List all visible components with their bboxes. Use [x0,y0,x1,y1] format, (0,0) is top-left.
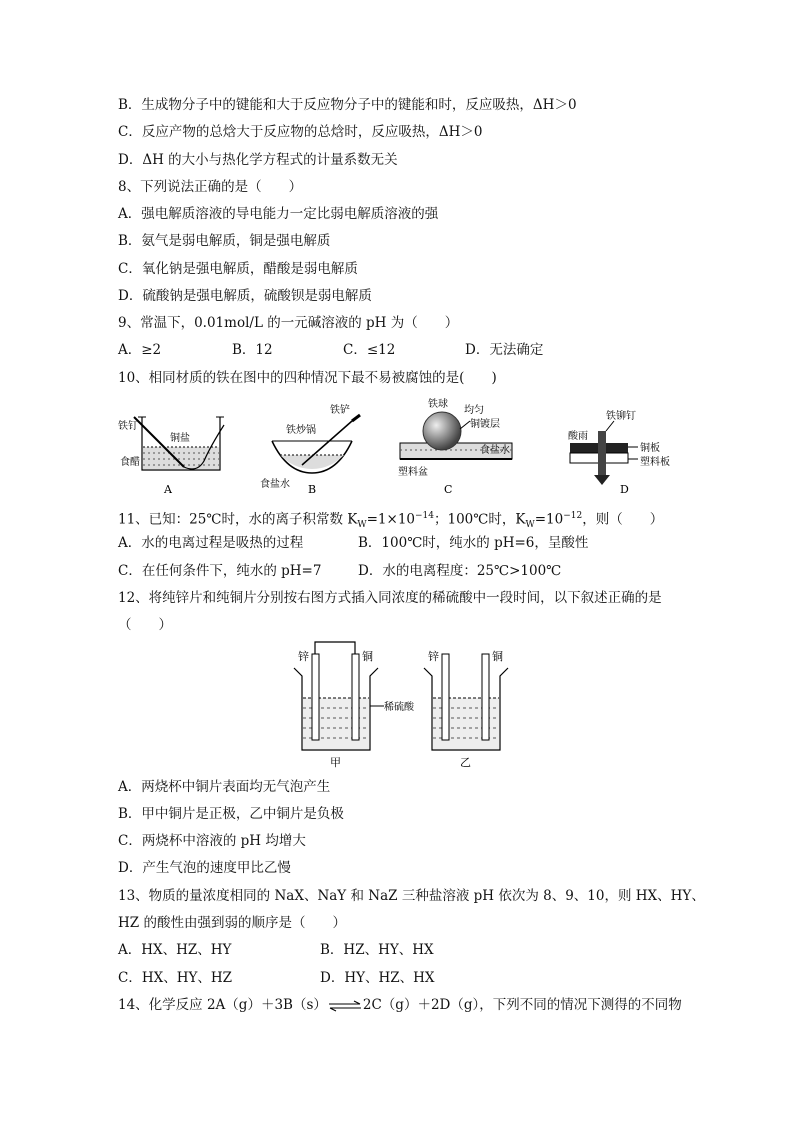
q9-option-c: C．≤12 [343,342,396,358]
q14-stem: 14、化学反应 2A（g）＋3B（s） 2C（g）＋2D（g），下列不同的情况下测得的不同物 [118,997,682,1013]
q10-c-label-ball: 铁球 [428,399,448,410]
q12-option-b: B．甲中铜片是正极，乙中铜片是负极 [118,806,344,822]
q10-figure-c [398,397,512,496]
q12-beaker-jia [294,642,378,769]
q9-option-a: A．≥2 [118,342,162,358]
q12-figure [280,640,520,770]
q12-label-zn-yi: 锌 [428,650,439,663]
q8-option-a: A．强电解质溶液的导电能力一定比弱电解质溶液的强 [118,206,439,222]
q11-option-d: D．水的电离程度：25℃>100℃ [358,563,562,579]
q12-label-cu-jia: 铜 [362,650,373,663]
q11-option-c: C．在任何条件下，纯水的 pH=7 [118,563,322,579]
q12-option-d: D．产生气泡的速度甲比乙慢 [118,860,291,876]
q12-label-yi: 乙 [460,756,471,769]
q9-option-d: D．无法确定 [465,342,544,358]
q8-option-b: B．氨气是弱电解质，铜是强电解质 [118,233,331,249]
q12-option-a: A．两烧杯中铜片表面均无气泡产生 [118,779,331,795]
q10-stem: 10、相同材质的铁在图中的四种情况下最不易被腐蚀的是( ) [118,370,497,386]
q13-option-b: B．HZ、HY、HX [320,942,434,958]
q12-label-zn-jia: 锌 [298,650,309,663]
q10-a-label-nail: 铁钉 [118,421,138,432]
q10-a-caption: A [164,483,172,496]
q12-option-c: C．两烧杯中溶液的 pH 均增大 [118,833,306,849]
q13-option-d: D．HY、HZ、HX [320,970,435,986]
q10-d-label-plastic-plate: 塑料板 [640,457,670,468]
q10-c-label-uniform: 均匀 [464,405,484,416]
q11-option-b: B．100℃时，纯水的 pH=6，呈酸性 [358,535,589,551]
q13-option-a: A．HX、HZ、HY [118,942,232,958]
q11-stem: 11、已知：25℃时，水的离子积常数 $K_W=1\times 10^{-14}$；100℃时，$K_W=10^{-12}$，则（ ） [118,511,664,531]
q12-label-jia: 甲 [330,756,341,769]
q10-d-label-copper-plate: 铜板 [640,443,660,454]
q9-option-b: B．12 [232,342,273,358]
q10-c-label-basin: 塑料盆 [398,467,428,478]
q10-d-label-rivet: 铁铆钉 [606,411,636,422]
q10-figure-d [568,409,670,496]
q10-c-caption: C [444,483,453,496]
q10-d-label-acid-rain: 酸雨 [568,431,588,442]
q11-option-a: A．水的电离过程是吸热的过程 [118,535,304,551]
q13-stem: 13、物质的量浓度相同的 NaX、NaY 和 NaZ 三种盐溶液 pH 依次为 8、9、10，则 HX、HY、 [118,888,705,904]
q12-label-cu-yi: 铜 [492,650,503,663]
q7-option-b: B．生成物分子中的键能和大于反应物分子中的键能和时，反应吸热，ΔH＞0 [118,97,577,113]
q8-option-d: D．硫酸钠是强电解质，硫酸钡是弱电解质 [118,288,372,304]
q10-b-caption: B [308,483,317,496]
q10-b-label-spatula: 铁铲 [330,405,350,416]
q10-c-label-plating: 铜镀层 [470,419,500,430]
q10-d-caption: D [620,483,629,496]
q10-b-label-brine: 食盐水 [260,479,290,490]
q13-stem-cont: HZ 的酸性由强到弱的顺序是（ ） [118,915,346,931]
q7-option-c: C．反应产物的总焓大于反应物的总焓时，反应吸热，ΔH＞0 [118,124,483,140]
q12-stem-cont: （ ） [118,617,172,633]
q9-stem: 9、常温下，0.01mol/L 的一元碱溶液的 pH 为（ ） [118,315,459,331]
q13-option-c: C．HX、HY、HZ [118,970,233,986]
q8-option-c: C．氧化钠是强电解质，醋酸是弱电解质 [118,261,358,277]
q10-figures [112,395,702,500]
q10-figure-a [118,417,224,496]
q10-a-label-vinegar: 食醋 [120,457,140,468]
q10-b-label-wok: 铁炒锅 [286,425,316,436]
q12-beaker-yi [424,649,508,769]
q10-c-label-brine: 食盐水 [480,445,510,456]
equilibrium-arrow-icon [328,1000,362,1012]
q7-option-d: D．ΔH 的大小与热化学方程式的计量系数无关 [118,152,398,168]
q10-a-label-copper-salt: 铜盐 [170,433,190,444]
q10-figure-b [260,403,360,496]
q12-label-acid: 稀硫酸 [384,702,414,713]
q12-stem: 12、将纯锌片和纯铜片分别按右图方式插入同浓度的稀硫酸中一段时间，以下叙述正确的是 [118,590,662,606]
q8-stem: 8、下列说法正确的是（ ） [118,179,303,195]
